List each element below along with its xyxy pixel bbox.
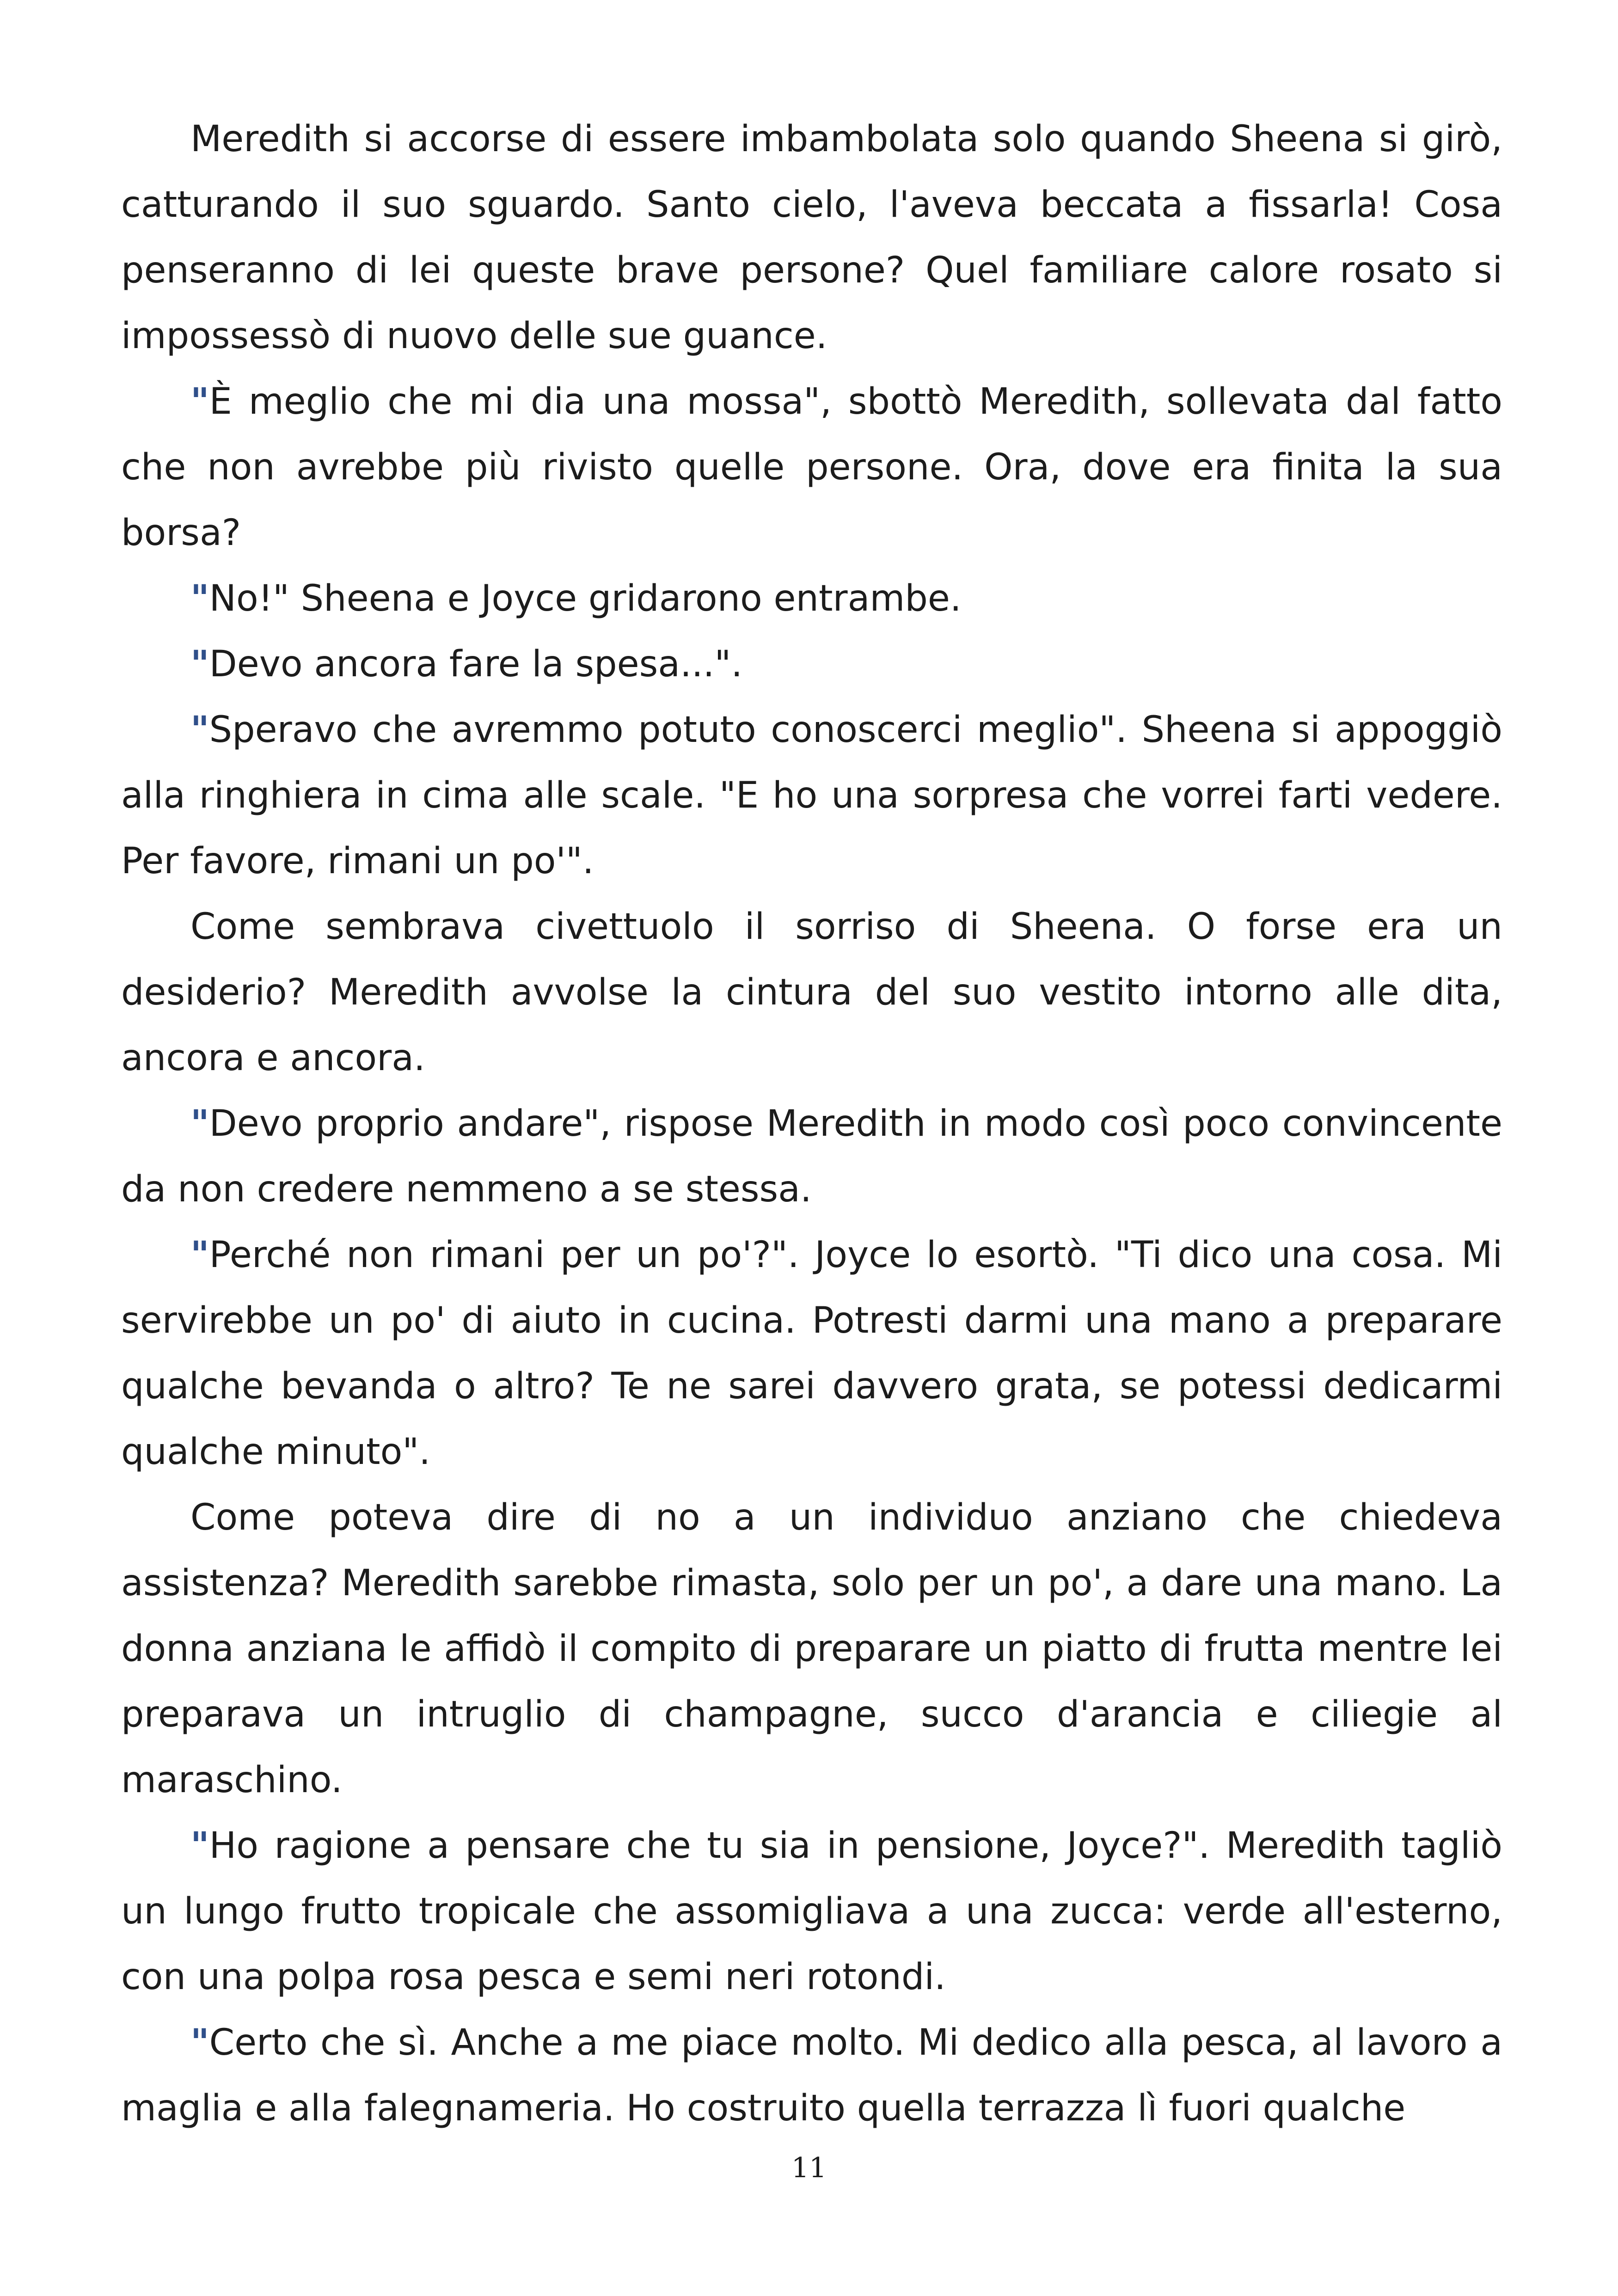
paragraph-text: Ho ragione a pensare che tu sia in pensione, Joyce?". Meredith tagliò un lungo frutto tropicale che assomigliava a una zucca: verde all'esterno, con una polpa rosa pesca e semi neri rotondi. [121, 1825, 1502, 1998]
dialogue-quote-mark: " [190, 1234, 209, 1276]
dialogue-quote-mark: " [190, 709, 209, 751]
paragraph-text: È meglio che mi dia una mossa", sbottò Meredith, sollevata dal fatto che non avrebbe più rivisto quelle persone. Ora, dove era finita la sua borsa? [121, 381, 1502, 554]
paragraph [121, 631, 1502, 697]
paragraph [121, 1091, 1502, 1222]
dialogue-quote-mark: " [190, 1103, 209, 1145]
paragraph [121, 566, 1502, 631]
dialogue-quote-mark: " [190, 1825, 209, 1867]
paragraph [121, 894, 1502, 1091]
paragraph-text: Devo proprio andare", rispose Meredith in modo così poco convincente da non credere nemmeno a se stessa. [121, 1103, 1502, 1210]
paragraph [121, 1222, 1502, 1485]
paragraph-text: No!" Sheena e Joyce gridarono entrambe. [209, 578, 962, 619]
paragraph-text: Perché non rimani per un po'?". Joyce lo esortò. "Ti dico una cosa. Mi servirebbe un po' di aiuto in cucina. Potresti darmi una mano a preparare qualche bevanda o altro? Te ne sarei davvero grata, se potessi dedicarmi qualche minuto". [121, 1234, 1502, 1473]
paragraph [121, 369, 1502, 566]
paragraph [121, 1813, 1502, 2010]
dialogue-quote-mark: " [190, 643, 209, 685]
page-number: 11 [791, 2152, 827, 2184]
paragraph [121, 2010, 1502, 2141]
dialogue-quote-mark: " [190, 2022, 209, 2063]
paragraph-text: Meredith si accorse di essere imbambolata solo quando Sheena si girò, catturando il suo sguardo. Santo cielo, l'aveva beccata a fissarla! Cosa penseranno di lei queste brave persone? Quel familiare calore rosato si impossessò di nuovo delle sue guance. [121, 118, 1502, 357]
paragraph-text: Speravo che avremmo potuto conoscerci meglio". Sheena si appoggiò alla ringhiera in cima alle scale. "E ho una sorpresa che vorrei farti vedere. Per favore, rimani un po'". [121, 709, 1502, 882]
paragraph-text: Certo che sì. Anche a me piace molto. Mi dedico alla pesca, al lavoro a maglia e alla falegnameria. Ho costruito quella terrazza lì fuori qualche [121, 2022, 1502, 2129]
paragraph [121, 697, 1502, 894]
dialogue-quote-mark: " [190, 381, 209, 422]
paragraph [121, 106, 1502, 369]
body-text [121, 106, 1502, 2141]
paragraph-text: Come poteva dire di no a un individuo anziano che chiedeva assistenza? Meredith sarebbe rimasta, solo per un po', a dare una mano. La donna anziana le affidò il compito di preparare un piatto di frutta mentre lei preparava un intruglio di champagne, succo d'arancia e ciliegie al maraschino. [121, 1497, 1502, 1801]
paragraph-text: Come sembrava civettuolo il sorriso di Sheena. O forse era un desiderio? Meredith avvolse la cintura del suo vestito intorno alle dita, ancora e ancora. [121, 906, 1502, 1079]
paragraph-text: Devo ancora fare la spesa...". [209, 643, 743, 685]
paragraph [121, 1485, 1502, 1813]
dialogue-quote-mark: " [190, 578, 209, 619]
